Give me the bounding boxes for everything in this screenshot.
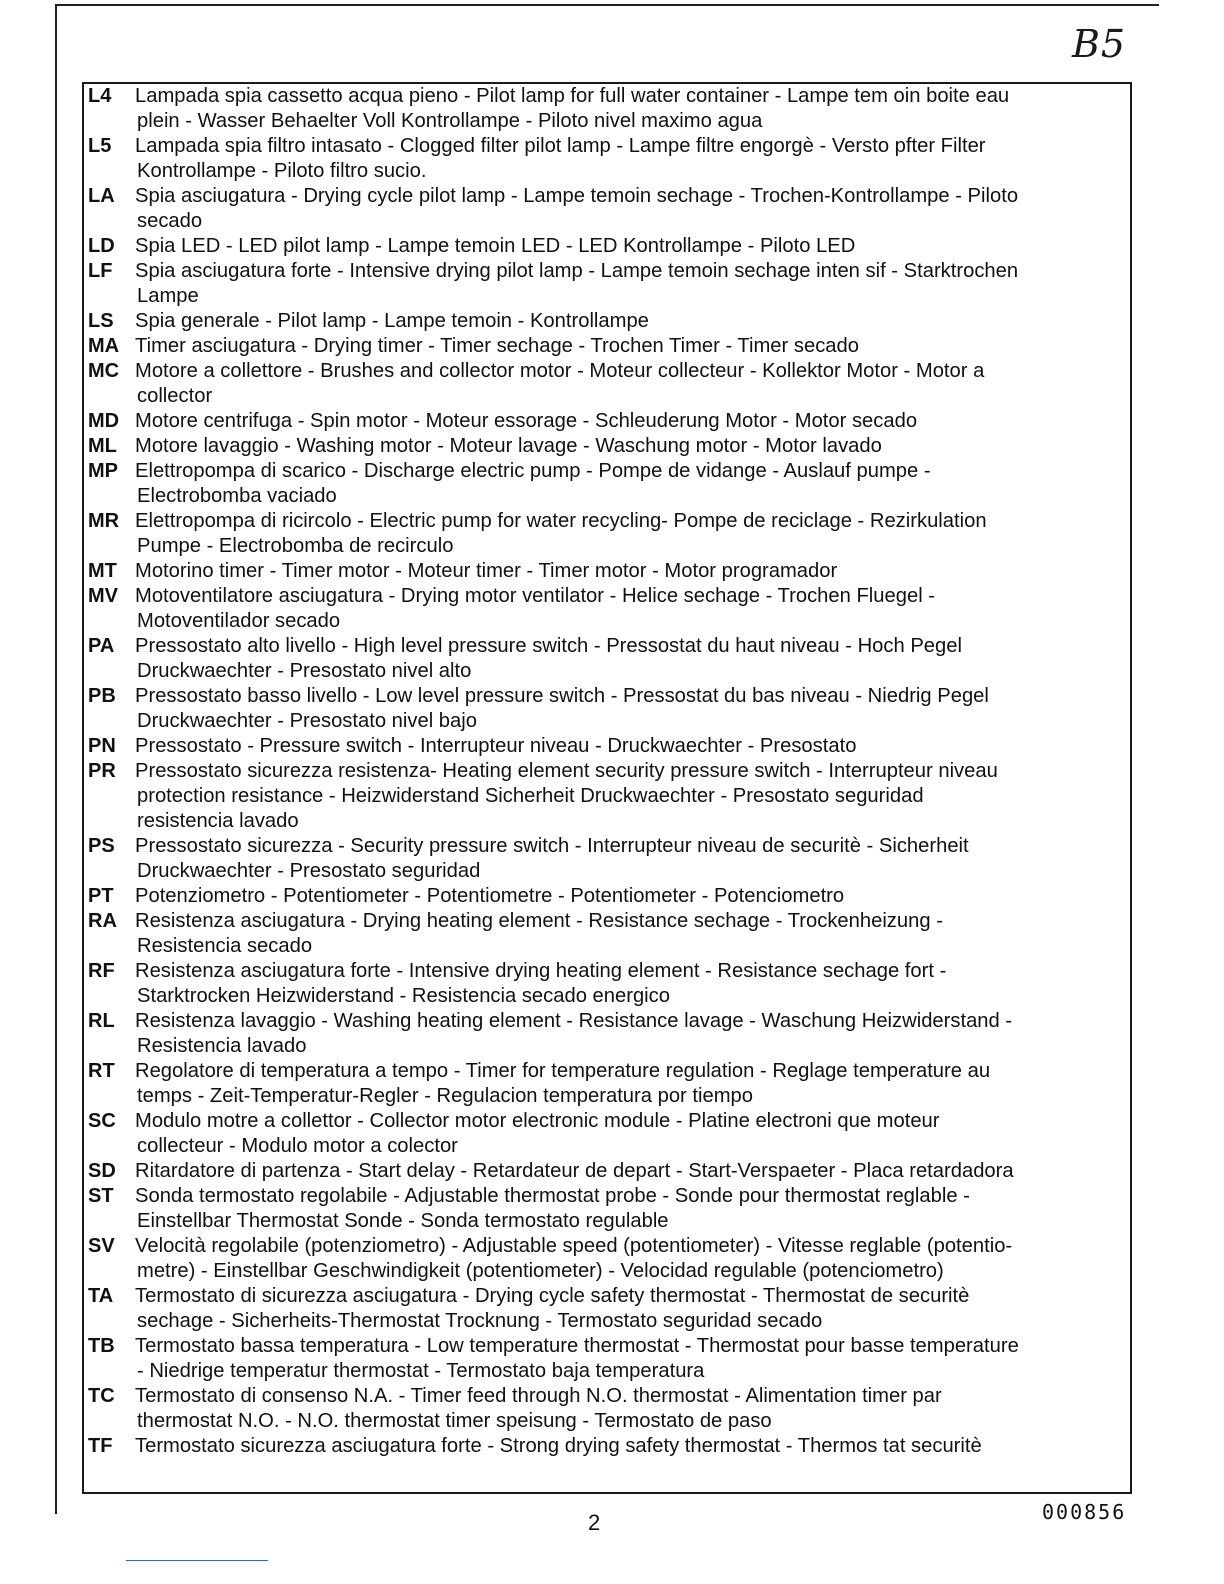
legend-code: PS — [88, 835, 115, 857]
legend-description — [135, 1434, 1131, 1459]
legend-row — [86, 634, 1131, 684]
legend-description-line: Resistencia secado — [137, 935, 313, 957]
legend-description — [135, 1384, 1131, 1434]
legend-description-line: Pressostato sicurezza - Security pressure switch - Interrupteur niveau de securitè - Sicherheit — [135, 835, 969, 857]
legend-description-line: thermostat N.O. - N.O. thermostat timer speisung - Termostato de paso — [137, 1410, 772, 1432]
legend-code: MT — [88, 560, 117, 582]
legend-row — [86, 584, 1131, 634]
legend-description — [135, 1234, 1131, 1284]
legend-row — [86, 759, 1131, 834]
legend-description-line: Druckwaechter - Presostato nivel bajo — [137, 710, 477, 732]
legend-code: RT — [88, 1060, 115, 1082]
legend-description-line: Termostato di consenso N.A. - Timer feed through N.O. thermostat - Alimentation timer par — [135, 1385, 942, 1407]
legend-description — [135, 759, 1131, 834]
legend-row — [86, 409, 1131, 434]
legend-description — [135, 1159, 1131, 1184]
page-left-rule — [55, 4, 57, 1514]
legend-description-line: Resistencia lavado — [137, 1035, 307, 1057]
legend-code: PR — [88, 760, 116, 782]
legend-description-line: Motorino timer - Timer motor - Moteur timer - Timer motor - Motor programador — [135, 560, 838, 582]
legend-description-line: Motore a collettore - Brushes and collector motor - Moteur collecteur - Kollektor Motor - Motor a — [135, 360, 985, 382]
legend-row — [86, 1384, 1131, 1434]
legend-code: PT — [88, 885, 114, 907]
legend-row — [86, 1234, 1131, 1284]
legend-description-line: Resistenza asciugatura forte - Intensive drying heating element - Resistance sechage fort - — [135, 960, 947, 982]
legend-description-line: Pressostato alto livello - High level pressure switch - Pressostat du haut niveau - Hoch Pegel — [135, 635, 962, 657]
legend-description — [135, 634, 1131, 684]
legend-code: MD — [88, 410, 120, 432]
legend-row — [86, 1059, 1131, 1109]
legend-description — [135, 834, 1131, 884]
legend-row — [86, 1184, 1131, 1234]
legend-code: PA — [88, 635, 115, 657]
legend-description — [135, 884, 1131, 909]
legend-code: LA — [88, 185, 115, 207]
legend-row — [86, 309, 1131, 334]
legend-row — [86, 684, 1131, 734]
legend-code: SC — [88, 1110, 116, 1132]
legend-description-line: temps - Zeit-Temperatur-Regler - Regulacion temperatura por tiempo — [137, 1085, 753, 1107]
legend-description-line: Druckwaechter - Presostato seguridad — [137, 860, 481, 882]
legend-description-line: Pumpe - Electrobomba de recirculo — [137, 535, 454, 557]
legend-description — [135, 459, 1131, 509]
legend-description-line: Spia generale - Pilot lamp - Lampe temoin - Kontrollampe — [135, 310, 649, 332]
legend-description-line: Pressostato basso livello - Low level pressure switch - Pressostat du bas niveau - Niedrig Pegel — [135, 685, 989, 707]
legend-row — [86, 334, 1131, 359]
legend-description — [135, 909, 1131, 959]
legend-row — [86, 509, 1131, 559]
legend-description-line: Druckwaechter - Presostato nivel alto — [137, 660, 472, 682]
legend-description-line: Resistenza asciugatura - Drying heating element - Resistance sechage - Trockenheizung - — [135, 910, 943, 932]
legend-row — [86, 184, 1131, 234]
legend-description — [135, 1184, 1131, 1234]
legend-description-line: Timer asciugatura - Drying timer - Timer sechage - Trochen Timer - Timer secado — [135, 335, 859, 357]
legend-table — [86, 84, 1131, 1459]
legend-code: LD — [88, 235, 115, 257]
legend-row — [86, 884, 1131, 909]
legend-row — [86, 1434, 1131, 1459]
legend-description-line: Termostato di sicurezza asciugatura - Drying cycle safety thermostat - Thermostat de securitè — [135, 1285, 970, 1307]
legend-description-line: Potenziometro - Potentiometer - Potentiometre - Potentiometer - Potenciometro — [135, 885, 845, 907]
legend-description-line: Resistenza lavaggio - Washing heating element - Resistance lavage - Waschung Heizwiderstand - — [135, 1010, 1013, 1032]
legend-description-line: Elettropompa di ricircolo - Electric pump for water recycling- Pompe de reciclage - Rezirkulation — [135, 510, 987, 532]
legend-code: PN — [88, 735, 116, 757]
legend-row — [86, 459, 1131, 509]
legend-description-line: Ritardatore di partenza - Start delay - Retardateur de depart - Start-Verspaeter - Placa retardadora — [135, 1160, 1014, 1182]
legend-description-line: metre) - Einstellbar Geschwindigkeit (potentiometer) - Velocidad regulable (potenciometro) — [137, 1260, 944, 1282]
legend-description-line: Spia LED - LED pilot lamp - Lampe temoin LED - LED Kontrollampe - Piloto LED — [135, 235, 856, 257]
legend-description-line: plein - Wasser Behaelter Voll Kontrollampe - Piloto nivel maximo agua — [137, 110, 763, 132]
legend-code: L4 — [88, 85, 112, 107]
legend-row — [86, 1109, 1131, 1159]
legend-row — [86, 1159, 1131, 1184]
page-number: 2 — [588, 1510, 601, 1535]
legend-description-line: Pressostato sicurezza resistenza- Heating element security pressure switch - Interrupteur niveau — [135, 760, 998, 782]
legend-description — [135, 1109, 1131, 1159]
legend-code: SD — [88, 1160, 116, 1182]
legend-description-line: Motore centrifuga - Spin motor - Moteur essorage - Schleuderung Motor - Motor secado — [135, 410, 918, 432]
legend-description-line: Motoventilatore asciugatura - Drying motor ventilator - Helice sechage - Trochen Fluegel - — [135, 585, 936, 607]
legend-row — [86, 434, 1131, 459]
legend-description — [135, 84, 1131, 134]
legend-description-line: Modulo motre a collettor - Collector motor electronic module - Platine electroni que moteur — [135, 1110, 940, 1132]
legend-description-line: Lampe — [137, 285, 199, 307]
legend-description — [135, 359, 1131, 409]
legend-description-line: collector — [137, 385, 213, 407]
legend-code: L5 — [88, 135, 112, 157]
legend-description-line: Electrobomba vaciado — [137, 485, 337, 507]
legend-description-line: secado — [137, 210, 203, 232]
legend-description — [135, 334, 1131, 359]
legend-description — [135, 959, 1131, 1009]
page-mark: B5 — [1072, 22, 1127, 66]
legend-row — [86, 1334, 1131, 1384]
legend-description — [135, 1334, 1131, 1384]
legend-description — [135, 134, 1131, 184]
legend-description — [135, 309, 1131, 334]
legend-code: MR — [88, 510, 120, 532]
page-top-rule — [55, 4, 1159, 6]
legend-code: LF — [88, 260, 113, 282]
legend-description-line: - Niedrige temperatur thermostat - Termostato baja temperatura — [137, 1360, 705, 1382]
document-number: 000856 — [1042, 1500, 1127, 1524]
legend-row — [86, 84, 1131, 134]
legend-code: PB — [88, 685, 116, 707]
legend-row — [86, 1284, 1131, 1334]
legend-code: TA — [88, 1285, 114, 1307]
legend-description-line: Starktrocken Heizwiderstand - Resistencia secado energico — [137, 985, 670, 1007]
legend-code: RA — [88, 910, 117, 932]
legend-description-line: Motoventilador secado — [137, 610, 341, 632]
legend-description-line: Velocità regolabile (potenziometro) - Adjustable speed (potentiometer) - Vitesse reglable (potentio- — [135, 1235, 1013, 1257]
footer-rule — [126, 1560, 268, 1561]
legend-description — [135, 1284, 1131, 1334]
legend-description — [135, 684, 1131, 734]
legend-description — [135, 409, 1131, 434]
legend-description-line: resistencia lavado — [137, 810, 299, 832]
legend-description-line: Motore lavaggio - Washing motor - Moteur lavage - Waschung motor - Motor lavado — [135, 435, 882, 457]
legend-description — [135, 734, 1131, 759]
legend-description-line: Lampada spia cassetto acqua pieno - Pilot lamp for full water container - Lampe tem oin boite eau — [135, 85, 1010, 107]
legend-code: TF — [88, 1435, 113, 1457]
legend-description-line: Kontrollampe - Piloto filtro sucio. — [137, 160, 427, 182]
legend-description-line: Lampada spia filtro intasato - Clogged filter pilot lamp - Lampe filtre engorgè - Versto pfter Filter — [135, 135, 986, 157]
legend-description — [135, 234, 1131, 259]
legend-row — [86, 909, 1131, 959]
legend-description — [135, 434, 1131, 459]
legend-row — [86, 1009, 1131, 1059]
legend-code: ML — [88, 435, 117, 457]
legend-code: MA — [88, 335, 120, 357]
legend-description — [135, 559, 1131, 584]
legend-description — [135, 509, 1131, 559]
legend-description-line: Termostato bassa temperatura - Low temperature thermostat - Thermostat pour basse temperature — [135, 1335, 1019, 1357]
legend-code: SV — [88, 1235, 115, 1257]
legend-code: RF — [88, 960, 115, 982]
legend-code: TB — [88, 1335, 115, 1357]
legend-code: MP — [88, 460, 118, 482]
legend-code: LS — [88, 310, 114, 332]
legend-row — [86, 234, 1131, 259]
legend-code: ST — [88, 1185, 114, 1207]
legend-code: MC — [88, 360, 120, 382]
legend-code: TC — [88, 1385, 115, 1407]
legend-description-line: collecteur - Modulo motor a colector — [137, 1135, 458, 1157]
legend-description-line: Sonda termostato regolabile - Adjustable thermostat probe - Sonde pour thermostat reglable - — [135, 1185, 970, 1207]
legend-row — [86, 734, 1131, 759]
legend-description — [135, 1009, 1131, 1059]
legend-description-line: Regolatore di temperatura a tempo - Timer for temperature regulation - Reglage temperature au — [135, 1060, 991, 1082]
legend-description-line: Elettropompa di scarico - Discharge electric pump - Pompe de vidange - Auslauf pumpe - — [135, 460, 931, 482]
legend-description-line: sechage - Sicherheits-Thermostat Trocknung - Termostato seguridad secado — [137, 1310, 823, 1332]
legend-row — [86, 259, 1131, 309]
legend-row — [86, 834, 1131, 884]
legend-description-line: Einstellbar Thermostat Sonde - Sonda termostato regulable — [137, 1210, 669, 1232]
legend-row — [86, 134, 1131, 184]
legend-description — [135, 1059, 1131, 1109]
legend-row — [86, 559, 1131, 584]
legend-description-line: Spia asciugatura forte - Intensive drying pilot lamp - Lampe temoin sechage inten sif - Starktrochen — [135, 260, 1019, 282]
legend-description-line: protection resistance - Heizwiderstand Sicherheit Druckwaechter - Presostato seguridad — [137, 785, 924, 807]
legend-code: MV — [88, 585, 118, 607]
legend-row — [86, 359, 1131, 409]
legend-description-line: Pressostato - Pressure switch - Interrupteur niveau - Druckwaechter - Presostato — [135, 735, 857, 757]
legend-description — [135, 184, 1131, 234]
legend-description — [135, 584, 1131, 634]
legend-row — [86, 959, 1131, 1009]
legend-description — [135, 259, 1131, 309]
legend-description-line: Termostato sicurezza asciugatura forte - Strong drying safety thermostat - Thermos tat securitè — [135, 1435, 982, 1457]
legend-code: RL — [88, 1010, 115, 1032]
legend-description-line: Spia asciugatura - Drying cycle pilot lamp - Lampe temoin sechage - Trochen-Kontrollampe - Piloto — [135, 185, 1019, 207]
